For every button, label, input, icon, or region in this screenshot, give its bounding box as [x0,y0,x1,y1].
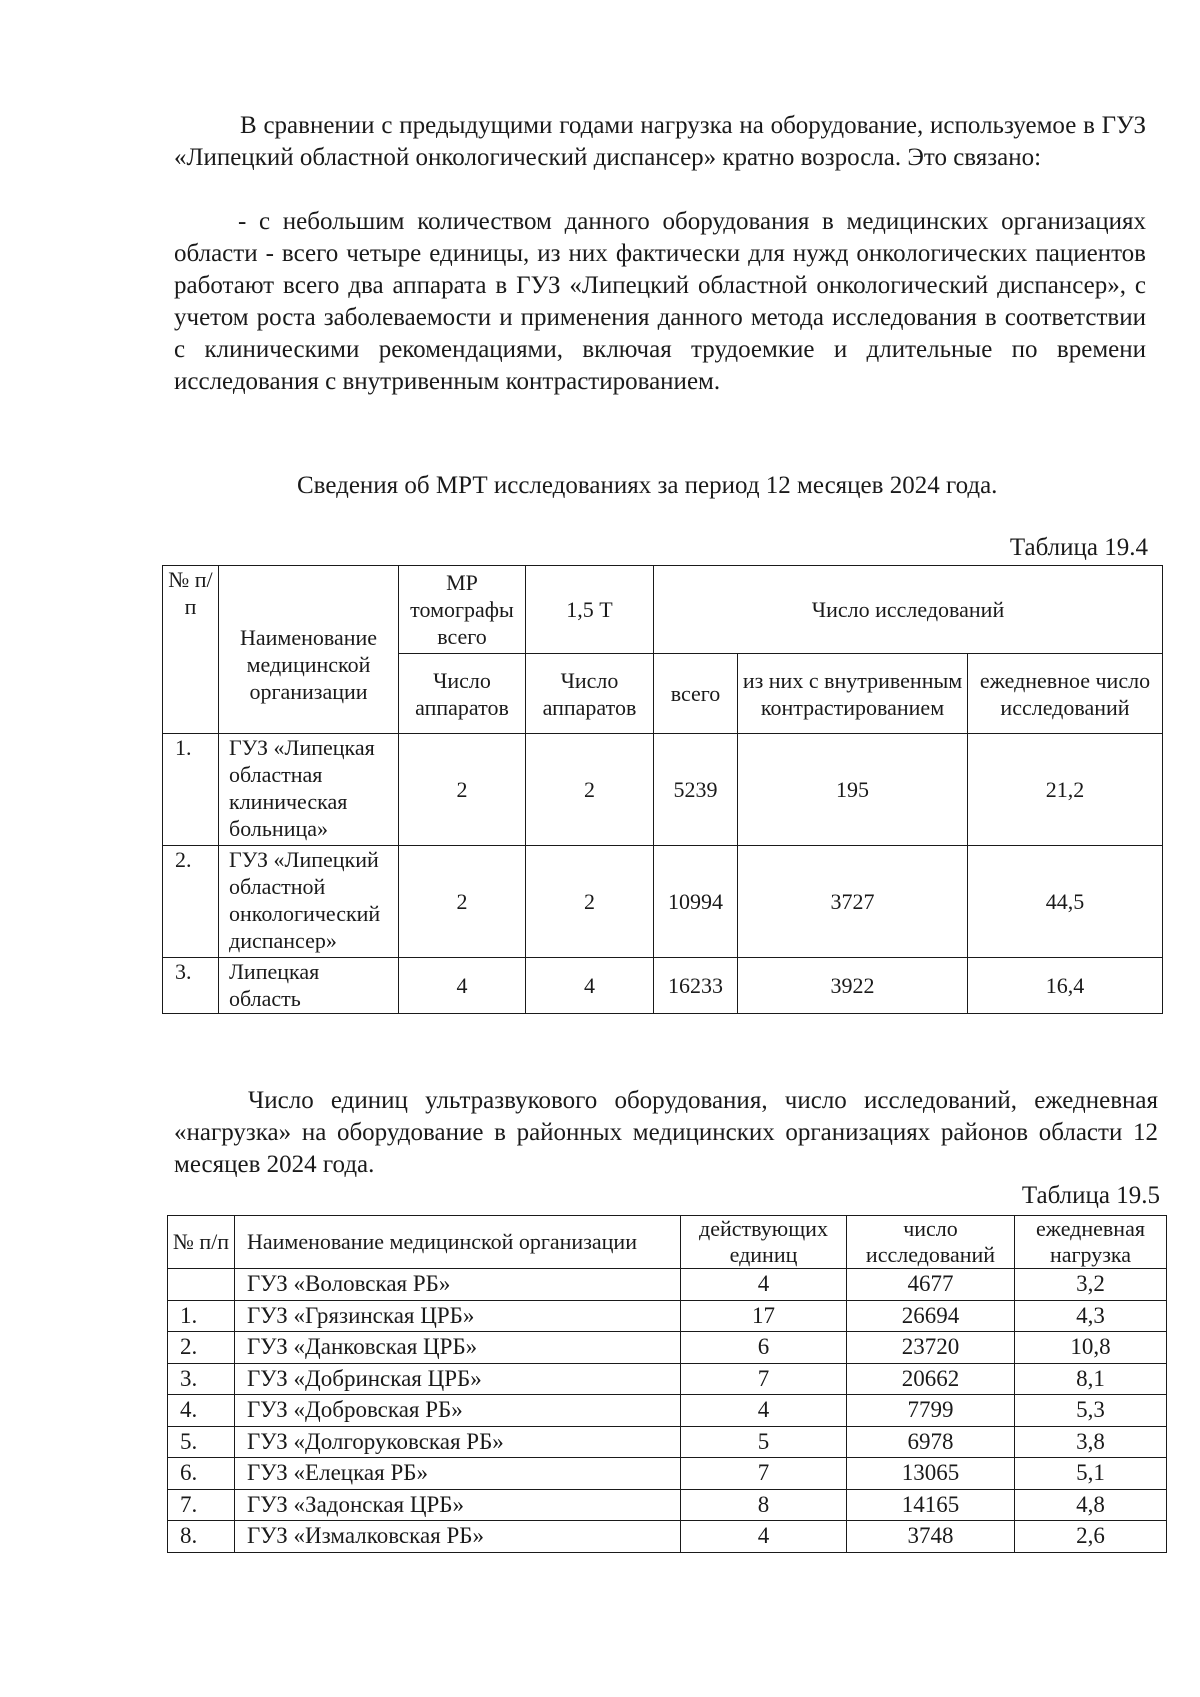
row-num: 4. [168,1395,235,1427]
row-name-line: диспансер» [229,928,337,953]
header-num: № п/п [163,566,219,734]
row-load: 4,8 [1015,1489,1167,1521]
row-mr: 2 [399,846,526,958]
row-num: 2. [168,1332,235,1364]
row-name-line: клиническая [229,789,348,814]
row-name-line: больница» [229,816,328,841]
row-studies: 14165 [847,1489,1015,1521]
row-name-line: Липецкая [229,959,320,984]
row-studies: 20662 [847,1363,1015,1395]
mri-table [162,565,1163,1014]
row-name: ГУЗ «Добринская ЦРБ» [235,1363,681,1395]
table-row [168,1332,1167,1364]
ultrasound-paragraph: Число единиц ультразвукового оборудования, число исследований, ежедневная «нагрузка» на оборудование в районных медицинских организациях районов области 12 месяцев 2024 года. [174,1087,1158,1178]
row-units: 6 [681,1332,847,1364]
row-num: 2. [163,846,219,958]
header-mr-total: МР томографы всего [399,566,526,654]
header-name: Наименование медицинской организации [219,566,399,734]
row-units: 7 [681,1458,847,1490]
intro-paragraph: В сравнении с предыдущими годами нагрузка на оборудование, используемое в ГУЗ «Липецкий областной онкологический диспансер» кратно возросла. Это связано: [174,112,1146,171]
row-num: 8. [168,1521,235,1553]
row-name-line: областной [229,874,326,899]
table-19-4-caption: Таблица 19.4 [1009,534,1148,561]
row-num: 3. [163,958,219,1014]
table-row [168,1521,1167,1553]
row-1-5t: 4 [526,958,654,1014]
header-load: ежедневная нагрузка [1015,1216,1167,1269]
row-name-line: область [229,986,301,1011]
row-studies: 23720 [847,1332,1015,1364]
row-name-line: ГУЗ «Липецкая [229,735,375,760]
table-row [168,1458,1167,1490]
row-num [168,1269,235,1301]
row-load: 8,1 [1015,1363,1167,1395]
table-row [168,1489,1167,1521]
row-name [219,734,399,846]
row-name: ГУЗ «Измалковская РБ» [235,1521,681,1553]
header-studies: число исследований [847,1216,1015,1269]
header-with-contrast: из них с внутривенным контрастированием [738,654,968,734]
row-units: 4 [681,1395,847,1427]
row-daily: 44,5 [968,846,1163,958]
row-contrast: 3727 [738,846,968,958]
row-total: 10994 [654,846,738,958]
row-num: 1. [163,734,219,846]
row-1-5t: 2 [526,846,654,958]
table-row [163,846,1163,958]
row-num: 1. [168,1300,235,1332]
header-total: всего [654,654,738,734]
row-total: 16233 [654,958,738,1014]
ultrasound-table [167,1215,1167,1553]
row-daily: 21,2 [968,734,1163,846]
intro-list-item: - с небольшим количеством данного оборудования в медицинских организациях области - всего четыре единицы, из них фактически для нужд онкологических пациентов работают всего два аппарата в ГУЗ «Липецкий областной онкологический диспансер», с учетом роста заболеваемости и применения данного метода исследования в соответствии с клиническими рекомендациями, включая трудоемкие и длительные по времени исследования с внутривенным контрастированием. [174,208,1146,395]
table-row [168,1395,1167,1427]
row-num: 3. [168,1363,235,1395]
row-studies: 7799 [847,1395,1015,1427]
row-1-5t: 2 [526,734,654,846]
table-row [168,1426,1167,1458]
header-name: Наименование медицинской организации [235,1216,681,1269]
row-contrast: 195 [738,734,968,846]
row-load: 3,2 [1015,1269,1167,1301]
row-studies: 6978 [847,1426,1015,1458]
header-row [168,1216,1167,1269]
table-row [168,1363,1167,1395]
row-name: ГУЗ «Задонская ЦРБ» [235,1489,681,1521]
header-1-5t: 1,5 Т [526,566,654,654]
row-daily: 16,4 [968,958,1163,1014]
table-row [168,1300,1167,1332]
table-row [163,734,1163,846]
row-name-line: областная [229,762,323,787]
row-name [219,958,399,1014]
row-name: ГУЗ «Данковская ЦРБ» [235,1332,681,1364]
row-units: 5 [681,1426,847,1458]
header-devices-mr: Число аппаратов [399,654,526,734]
row-units: 4 [681,1269,847,1301]
row-name-line: онкологический [229,901,381,926]
row-num: 7. [168,1489,235,1521]
row-name [219,846,399,958]
row-name: ГУЗ «Воловская РБ» [235,1269,681,1301]
header-devices-1-5t: Число аппаратов [526,654,654,734]
row-studies: 26694 [847,1300,1015,1332]
row-units: 4 [681,1521,847,1553]
header-num: № п/п [168,1216,235,1269]
row-mr: 2 [399,734,526,846]
table-19-5-caption: Таблица 19.5 [1021,1182,1160,1209]
row-units: 7 [681,1363,847,1395]
row-contrast: 3922 [738,958,968,1014]
row-load: 3,8 [1015,1426,1167,1458]
row-load: 5,3 [1015,1395,1167,1427]
row-name: ГУЗ «Долгоруковская РБ» [235,1426,681,1458]
row-load: 4,3 [1015,1300,1167,1332]
row-studies: 13065 [847,1458,1015,1490]
row-units: 17 [681,1300,847,1332]
row-load: 2,6 [1015,1521,1167,1553]
row-name-line: ГУЗ «Липецкий [229,847,379,872]
row-load: 5,1 [1015,1458,1167,1490]
row-load: 10,8 [1015,1332,1167,1364]
row-name: ГУЗ «Добровская РБ» [235,1395,681,1427]
table-row [168,1269,1167,1301]
row-num: 6. [168,1458,235,1490]
row-mr: 4 [399,958,526,1014]
row-units: 8 [681,1489,847,1521]
row-name: ГУЗ «Грязинская ЦРБ» [235,1300,681,1332]
header-units: действующих единиц [681,1216,847,1269]
row-num: 5. [168,1426,235,1458]
mri-section-heading: Сведения об МРТ исследованиях за период 12 месяцев 2024 года. [297,472,998,499]
row-name: ГУЗ «Елецкая РБ» [235,1458,681,1490]
header-studies: Число исследований [654,566,1163,654]
row-total: 5239 [654,734,738,846]
row-studies: 3748 [847,1521,1015,1553]
table-row [163,958,1163,1014]
row-studies: 4677 [847,1269,1015,1301]
header-daily: ежедневное число исследований [968,654,1163,734]
